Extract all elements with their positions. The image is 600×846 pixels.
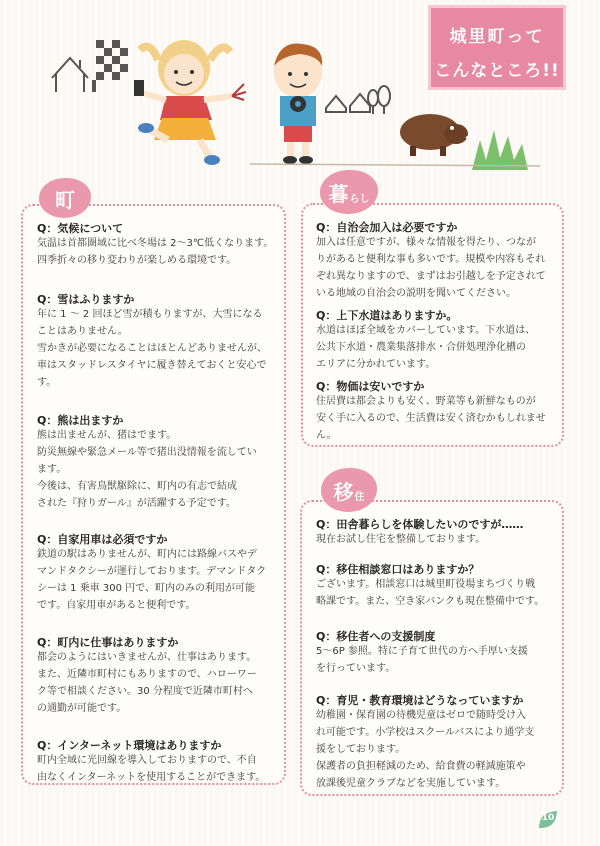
faq-answer-line: 今後は、有害鳥獣駆除に、町内の有志で結成 [37,481,237,492]
faq-answer-line: 車はスタッドレスタイヤに履き替えておくと安心で [37,360,267,371]
faq-answer-line: 略課です。また、空き家バンクも現在整備中です。 [316,596,545,607]
faq-question: Q：気候について [37,222,124,235]
faq-answer-line: ます。 [37,464,67,475]
faq-answer-line: 町内全域に光回線を導入しておりますので、不自 [37,755,257,766]
faq-answer-line: 放課後児童クラブなどを実施しています。 [316,778,506,789]
faq-question: Q：自治会加入は必要ですか [316,221,458,234]
section-label-machi: 町 [55,187,75,212]
page-number-badge [536,808,560,832]
faq-question: Q：物価は安いですか [316,380,425,393]
faq-answer-line: ぞれ異なりますので、まずはお引越しを予定されて [316,271,546,282]
faq-answer-line: の通勤が可能です。 [37,703,127,714]
house-icon [52,58,88,92]
faq-answer-line: 由なくインターネットを使用することができます。 [37,772,266,783]
faq-answer-line: 公共下水道・農業集落排水・合併処理浄化槽の [316,342,526,353]
faq-answer-line: 加入は任意ですが、様々な情報を得たり、つなが [316,237,536,248]
title-line1: 城里町って [449,27,545,47]
faq-question: Q：育児・教育環境はどうなっていますか [316,694,524,707]
section-label-iju: 移 [333,479,354,504]
faq-answer-line: 幼稚園・保育園の待機児童はゼロで随時受け入 [316,710,526,721]
faq-answer-line: 保護者の負担軽減のため、給食費の軽減施策や [316,761,526,772]
faq-answer-line: です。自家用車があると便利です。 [37,600,196,611]
faq-answer-line: 安く手に入るので、生活費は安く済むかもしれませ [316,413,546,424]
faq-answer-line: エリアに分かれています。 [316,359,436,370]
faq-answer-line: また、近隣市町村にもありますので、ハローワー [37,669,257,680]
faq-answer-line: 住居費は都会よりも安く、野菜等も新鮮なものが [316,396,536,407]
page-number: 10 [541,813,555,823]
title-line2: こんなところ!! [434,61,560,81]
section-label-kurashi: 暮 [328,181,349,206]
boar-illustration [400,114,472,156]
faq-answer-line: ございます。相談窓口は城里町役場まちづくり戦 [316,579,536,590]
faq-answer-line: ク等で相談ください。30 分程度で近隣市町村へ [37,686,253,697]
checker-pattern-icon [92,40,128,92]
faq-answer-line: 援をしております。 [316,744,406,755]
faq-answer-line: シーは 1 乗車 300 円で、町内のみの利用が可能 [37,583,255,594]
faq-question: Q：移住相談窓口はありますか？ [316,563,480,576]
faq-answer-line: 水道はほぼ全域をカバーしています。下水道は、 [316,325,536,336]
faq-answer-line: す。 [37,377,57,388]
section-label-iju-small: 住 [354,491,365,503]
faq-answer-line: ん。 [316,430,337,441]
section-label-kurashi-small: らし [349,193,370,205]
faq-question: Q：自家用車は必須ですか [37,533,168,546]
faq-question: Q：移住者への支援制度 [316,630,436,643]
faq-answer-line: 都会のようにはいきませんが、仕事はあります。 [37,652,257,663]
faq-answer-line: 5〜6P 参照。特に子育て世代の方へ手厚い支援 [316,646,528,657]
faq-question: Q：雪はふりますか [37,293,135,306]
faq-answer-line: マンドタクシーが運行しております。デマンドタク [37,566,267,577]
faq-answer-line: りがあると便利な事も多いです。規模や内容もそれ [316,254,546,265]
faq-answer-line: を行っています。 [316,663,396,674]
trees-icon [368,86,390,114]
faq-answer-line: いる地域の自治会の説明を聞いてください。 [316,288,516,299]
title-box [428,5,566,90]
faq-question: Q：インターネット環境はありますか [37,739,222,752]
houses-icon [326,94,370,112]
faq-question: Q：田舎暮らしを体験したいのですが…… [316,518,524,531]
faq-answer-line: 防災無線や緊急メール等で猪出没情報を流してい [37,447,257,458]
boy-illustration [274,43,322,164]
faq-question: Q：上下水道はありますか。 [316,309,458,322]
faq-answer-line: れ可能です。小学校はスクールバスにより通学支 [316,727,535,738]
faq-answer-line: 鉄道の駅はありませんが、町内には路線バスやデ [37,549,257,560]
faq-answer-line: 四季折々の移り変わりが楽しめる環境です。 [37,255,237,266]
grass-icon [472,130,528,170]
girl-illustration [134,40,246,165]
faq-answer-line: 現在お試し住宅を整備しております。 [316,534,486,545]
faq-answer-line: ことはありません。 [37,326,128,337]
faq-answer-line: された『狩りガール』が活躍する予定です。 [37,498,236,509]
faq-question: Q：熊は出ますか [37,414,124,427]
faq-answer-line: 年に 1 〜 2 回ほど雪が積もりますが、大雪になる [37,309,263,320]
faq-answer-line: 雪かきが必要になることはほとんどありませんが、 [37,343,267,354]
faq-answer-line: 熊は出ませんが、猪はでます。 [37,430,177,441]
faq-answer-line: 気温は首都圏域に比べ冬場は 2〜3℃低くなります。 [37,238,274,249]
faq-question: Q：町内に仕事はありますか [37,636,179,649]
